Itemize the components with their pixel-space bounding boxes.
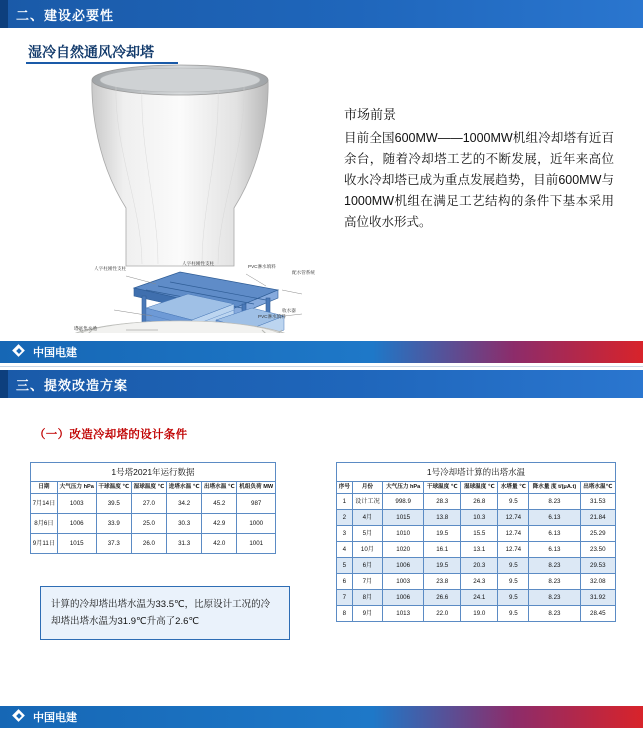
th-water-volume: 水塔量 ℃ — [498, 482, 529, 494]
section-title-text-2: 三、提效改造方案 — [16, 377, 129, 393]
section-accent-block — [0, 0, 8, 28]
cell: 32.08 — [580, 573, 615, 589]
cell: 10.3 — [461, 509, 498, 525]
cooling-tower-illustration — [30, 58, 330, 333]
section-header-efficiency-plan — [0, 370, 643, 398]
cell: 5 — [337, 557, 353, 573]
table-header-row — [31, 482, 276, 494]
left-table-caption: 1号塔2021年运行数据 — [30, 462, 276, 481]
label-water-distribution: 配水管系统 — [292, 270, 315, 275]
slide-divider — [0, 366, 643, 367]
cell: 8.23 — [529, 573, 580, 589]
cell: 28.3 — [424, 493, 461, 509]
table-row — [31, 493, 276, 513]
table-row — [337, 557, 616, 573]
cell: 22.0 — [424, 605, 461, 621]
cell: 26.0 — [131, 533, 166, 553]
cell: 37.3 — [96, 533, 131, 553]
cell: 1010 — [383, 525, 424, 541]
cell: 9.5 — [498, 557, 529, 573]
cooling-tower-svg — [30, 58, 330, 333]
cell: 9.5 — [498, 573, 529, 589]
table-row — [337, 589, 616, 605]
cell: 1003 — [383, 573, 424, 589]
cell: 1000 — [237, 513, 276, 533]
cell: 1003 — [57, 493, 96, 513]
cell: 2 — [337, 509, 353, 525]
cell: 31.3 — [167, 533, 202, 553]
section-accent-block-2 — [0, 370, 8, 398]
th-wet-bulb: 湿球温度 ℃ — [131, 482, 166, 494]
cell: 24.3 — [461, 573, 498, 589]
cell: 1006 — [57, 513, 96, 533]
cell: 19.5 — [424, 525, 461, 541]
label-pvc-fill-bottom: PVC淋水填料 — [258, 314, 286, 319]
th-dry-bulb: 干球温度 ℃ — [96, 482, 131, 494]
market-outlook-title: 市场前景 — [344, 107, 397, 122]
cell: 设计工况 — [352, 493, 383, 509]
table-row — [337, 509, 616, 525]
design-conditions-heading: （一）改造冷却塔的设计条件 — [34, 429, 188, 441]
footer-bar-slide2 — [0, 706, 643, 728]
cell: 34.2 — [167, 493, 202, 513]
cell: 29.53 — [580, 557, 615, 573]
cell: 1006 — [383, 557, 424, 573]
cell: 1013 — [383, 605, 424, 621]
cell: 20.3 — [461, 557, 498, 573]
right-table-caption: 1号冷却塔计算的出塔水温 — [336, 462, 616, 481]
cell: 19.0 — [461, 605, 498, 621]
cell: 33.9 — [96, 513, 131, 533]
cell: 13.8 — [424, 509, 461, 525]
cell: 7月14日 — [31, 493, 58, 513]
table-row — [31, 533, 276, 553]
cell: 31.53 — [580, 493, 615, 509]
cell: 28.45 — [580, 605, 615, 621]
cell: 1015 — [383, 509, 424, 525]
cell: 1015 — [57, 533, 96, 553]
footer-brand-slide1: 中国电建 — [33, 347, 77, 359]
cell: 45.2 — [202, 493, 237, 513]
cell: 10月 — [352, 541, 383, 557]
cell: 8.23 — [529, 557, 580, 573]
th-wet-bulb: 湿球温度 ℃ — [461, 482, 498, 494]
cell: 31.92 — [580, 589, 615, 605]
cell: 987 — [237, 493, 276, 513]
calculated-outlet-temp-table — [336, 481, 616, 622]
cell: 15.5 — [461, 525, 498, 541]
cell: 6.13 — [529, 541, 580, 557]
powerchina-logo-icon-2 — [14, 711, 27, 724]
market-outlook-body: 目前全国600MW——1000MW机组冷却塔有近百余台，随着冷却塔工艺的不断发展，近年来高位收水冷却塔已成为重点发展趋势，目前600MW与1000MW机组在满足工艺结构的条件下基本采用高位收水形式。 — [344, 131, 614, 229]
label-rigid-column-a: 人字柱刚性支柱 — [94, 266, 127, 271]
cell: 6.13 — [529, 509, 580, 525]
operating-data-table — [30, 481, 276, 554]
label-drift-eliminator: 收水器 — [282, 308, 296, 313]
th-date: 日期 — [31, 482, 58, 494]
section-title-text: 二、建设必要性 — [16, 7, 115, 23]
th-inlet-temp: 进塔水温 ℃ — [167, 482, 202, 494]
cell: 12.74 — [498, 509, 529, 525]
table-row — [337, 493, 616, 509]
th-rainfall-density: 降水量 度 t/(μA.t) — [529, 482, 580, 494]
label-rigid-column-b: 人字柱刚性支柱 — [182, 261, 215, 266]
cell: 27.0 — [131, 493, 166, 513]
cell: 9.5 — [498, 605, 529, 621]
cell: 19.5 — [424, 557, 461, 573]
cell: 8 — [337, 605, 353, 621]
cell: 13.1 — [461, 541, 498, 557]
cell: 25.29 — [580, 525, 615, 541]
cell: 4月 — [352, 509, 383, 525]
cell: 8月 — [352, 589, 383, 605]
cell: 1 — [337, 493, 353, 509]
cell: 1001 — [237, 533, 276, 553]
footer-brand-slide2: 中国电建 — [33, 712, 77, 724]
operating-data-table-block — [30, 462, 276, 554]
cell: 1006 — [383, 589, 424, 605]
cell: 9.5 — [498, 589, 529, 605]
th-index: 序号 — [337, 482, 353, 494]
calculated-outlet-temp-table-block — [336, 462, 616, 622]
footer-bar-slide1 — [0, 341, 643, 363]
cell: 39.5 — [96, 493, 131, 513]
cell: 26.6 — [424, 589, 461, 605]
section-header-construction-necessity — [0, 0, 643, 28]
cell: 4 — [337, 541, 353, 557]
th-unit-load: 机组负荷 MW — [237, 482, 276, 494]
cell: 998.9 — [383, 493, 424, 509]
table-row — [337, 605, 616, 621]
cell: 12.74 — [498, 525, 529, 541]
page-subtitle: 湿冷自然通风冷却塔 — [28, 44, 154, 60]
cell: 42.9 — [202, 513, 237, 533]
powerchina-logo-icon — [14, 346, 27, 359]
cell: 26.8 — [461, 493, 498, 509]
cell: 25.0 — [131, 513, 166, 533]
label-pvc-fill-top: PVC淋水填料 — [248, 264, 276, 269]
cell: 30.3 — [167, 513, 202, 533]
cell: 6.13 — [529, 525, 580, 541]
table-header-row — [337, 482, 616, 494]
th-month: 月份 — [352, 482, 383, 494]
cell: 6 — [337, 573, 353, 589]
cell: 42.0 — [202, 533, 237, 553]
th-pressure: 大气压力 hPa — [383, 482, 424, 494]
cell: 21.84 — [580, 509, 615, 525]
cell: 23.50 — [580, 541, 615, 557]
label-basin: 塔底集水池 — [74, 326, 97, 331]
cell: 8.23 — [529, 605, 580, 621]
table-row — [31, 513, 276, 533]
cell: 8月6日 — [31, 513, 58, 533]
th-dry-bulb: 干球温度 ℃ — [424, 482, 461, 494]
conclusion-note-box: 计算的冷却塔出塔水温为33.5℃，比原设计工况的冷却塔出塔水温为31.9℃升高了2.6℃ — [40, 586, 290, 640]
table-row — [337, 573, 616, 589]
cell: 24.1 — [461, 589, 498, 605]
cell: 16.1 — [424, 541, 461, 557]
th-outlet-temp: 出塔水温 ℃ — [202, 482, 237, 494]
cell: 7月 — [352, 573, 383, 589]
cell: 8.23 — [529, 493, 580, 509]
table-row — [337, 525, 616, 541]
cell: 7 — [337, 589, 353, 605]
cell: 9月 — [352, 605, 383, 621]
cell: 3 — [337, 525, 353, 541]
cell: 5月 — [352, 525, 383, 541]
cell: 6月 — [352, 557, 383, 573]
cell: 8.23 — [529, 589, 580, 605]
cell: 12.74 — [498, 541, 529, 557]
cell: 9.5 — [498, 493, 529, 509]
cell: 23.8 — [424, 573, 461, 589]
cell: 9月11日 — [31, 533, 58, 553]
cell: 1020 — [383, 541, 424, 557]
table-row — [337, 541, 616, 557]
th-pressure: 大气压力 hPa — [57, 482, 96, 494]
th-outlet-temp: 出塔水温℃ — [580, 482, 615, 494]
